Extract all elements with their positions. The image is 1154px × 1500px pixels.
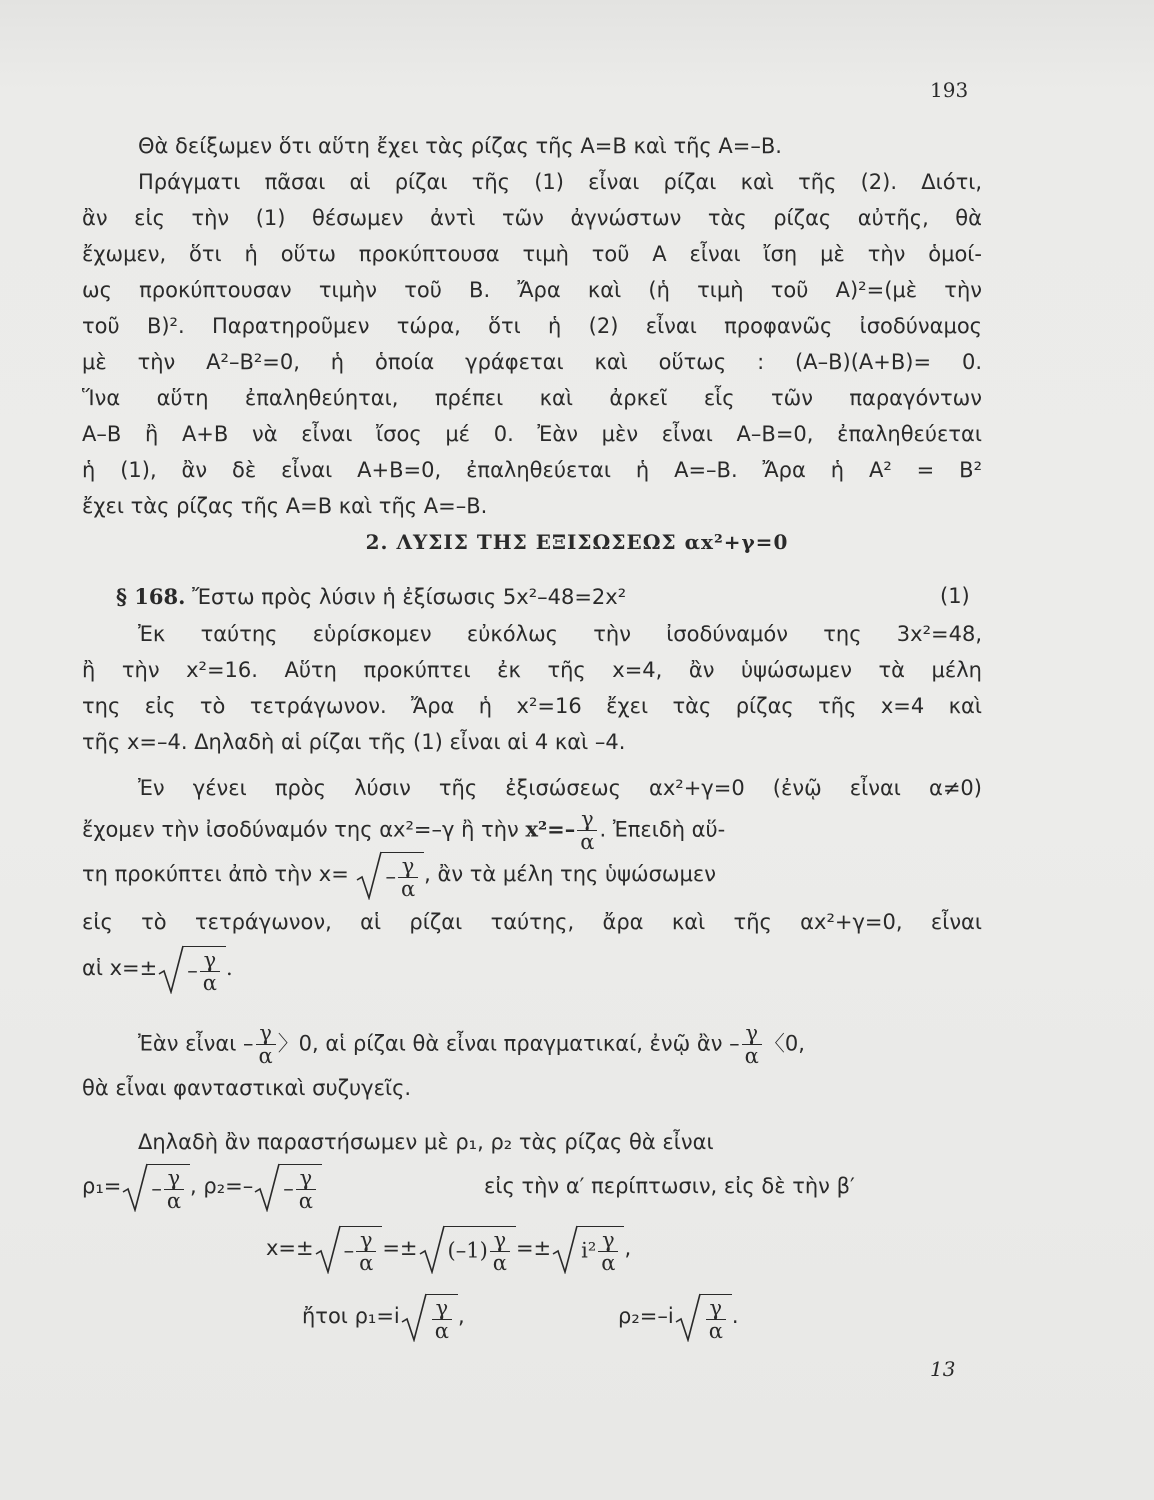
text-line: ἔχωμεν, ὅτι ἡ οὕτω προκύπτουσα τιμὴ τοῦ Α εἶναι ἴση μὲ τὴν ὁμοί- [82, 242, 982, 266]
denominator: α [744, 1044, 759, 1068]
minus-sign: – [151, 1176, 162, 1201]
radical [355, 850, 424, 900]
text-span: ἤτοι ρ₁=i [302, 1304, 400, 1328]
radical [418, 1224, 516, 1274]
radical-sign-icon [253, 1162, 281, 1212]
numerator: γ [296, 1167, 316, 1190]
numerator: γ [398, 855, 418, 878]
numerator: γ [164, 1167, 184, 1190]
radical [121, 1162, 190, 1212]
text-line: Πράγματι πᾶσαι αἱ ρίζαι τῆς (1) εἶναι ρίζαι καὶ τῆς (2). Διότι, [138, 170, 982, 194]
text-line: Ἐκ ταύτης εὑρίσκομεν εὐκόλως τὴν ἰσοδύναμόν της 3x²=48, [138, 622, 982, 646]
text-line: τοῦ Β)². Παρατηροῦμεν τώρα, ὅτι ἡ (2) εἶναι προφανῶς ἰσοδύναμος [82, 314, 982, 338]
minus-sign: – [385, 864, 396, 889]
radical-sign-icon [314, 1224, 342, 1274]
text-span: , ἂν τὰ μέλη της ὑψώσωμεν [424, 862, 716, 886]
fraction-gamma-alpha [577, 808, 597, 853]
equation-number: (1) [940, 584, 970, 608]
text-line: ἡ (1), ἂν δὲ εἶναι Α+Β=0, ἐπαληθεύεται ἡ Α=–Β. Ἄρα ἡ Α² = Β² [82, 458, 982, 482]
radical-sign-icon [674, 1292, 702, 1342]
section-mark: § 168. [116, 584, 186, 609]
text-span: x=± [266, 1236, 314, 1260]
formula-line [138, 1022, 805, 1067]
text-span: , ρ₂=– [190, 1174, 254, 1198]
formula-line [82, 850, 716, 900]
formula-line [82, 808, 725, 853]
formula-x2: x²=– [525, 816, 576, 842]
fraction-gamma-alpha [356, 1229, 376, 1274]
numerator: γ [432, 1297, 452, 1320]
radical-sign-icon [551, 1224, 579, 1274]
text-span: ρ₂=–i [618, 1304, 674, 1328]
text-line: Δηλαδὴ ἂν παραστήσωμεν μὲ ρ₁, ρ₂ τὰς ρίζας θὰ εἶναι [138, 1130, 714, 1154]
numerator: γ [256, 1022, 276, 1045]
fraction-gamma-alpha [200, 949, 220, 994]
radical-sign-icon [355, 850, 383, 900]
text-span: τη προκύπτει ἀπὸ τὴν x= [82, 862, 349, 886]
text-span: . [731, 1304, 739, 1328]
text-span: Ἐὰν εἶναι – [138, 1031, 254, 1056]
text-span: 〈0, [763, 1031, 805, 1056]
radical [400, 1292, 458, 1342]
text-span: , [457, 1304, 465, 1328]
fraction-gamma-alpha [706, 1297, 726, 1342]
text-span: Ἔστω πρὸς λύσιν ἡ ἐξίσωσις 5x²–48=2x² [192, 585, 627, 609]
text-line: Ἵνα αὕτη ἐπαληθεύηται, πρέπει καὶ ἀρκεῖ εἷς τῶν παραγόντων [82, 386, 982, 410]
radical [253, 1162, 322, 1212]
text-line: της εἰς τὸ τετράγωνον. Ἄρα ἡ x²=16 ἔχει τὰς ρίζας τῆς x=4 καὶ [82, 694, 982, 718]
formula-line [618, 1292, 739, 1342]
fraction-gamma-alpha [432, 1297, 452, 1342]
denominator: α [202, 971, 217, 995]
denominator: α [258, 1044, 273, 1068]
fraction-gamma-alpha [296, 1167, 316, 1212]
numerator: γ [706, 1297, 726, 1320]
radical [551, 1224, 624, 1274]
page-number: 193 [930, 78, 969, 102]
text-span: αἱ x=± [82, 956, 158, 980]
denominator: α [580, 830, 595, 854]
radical-sign-icon [400, 1292, 428, 1342]
formula-line [82, 1162, 322, 1212]
denominator: α [434, 1319, 449, 1343]
fraction-gamma-alpha [598, 1229, 618, 1274]
text-line: Ἐν γένει πρὸς λύσιν τῆς ἐξισώσεως αx²+γ=0 (ἐνῷ εἶναι α≠0) [138, 776, 982, 800]
text-line: Α–Β ἢ Α+Β νὰ εἶναι ἴσος μέ 0. Ἐὰν μὲν εἶναι Α–Β=0, ἐπαληθεύεται [82, 422, 982, 446]
radical-sign-icon [157, 944, 185, 994]
denominator: α [298, 1189, 313, 1213]
radical-sign-icon [121, 1162, 149, 1212]
numerator: γ [356, 1229, 376, 1252]
text-span: ἔχομεν τὴν ἰσοδύναμόν της αx²=–γ ἢ τὴν [82, 817, 519, 842]
numerator: γ [200, 949, 220, 972]
text-span: . Ἐπειδὴ αὕ- [599, 817, 726, 842]
text-line: θὰ εἶναι φανταστικαὶ συζυγεῖς. [82, 1076, 412, 1100]
numerator: γ [742, 1022, 762, 1045]
radical [314, 1224, 383, 1274]
text-line: ἂν εἰς τὴν (1) θέσωμεν ἀντὶ τῶν ἀγνώστων τὰς ρίζας αὐτῆς, θὰ [82, 206, 982, 230]
i-squared: i² [581, 1238, 597, 1263]
text-line: εἰς τὸ τετράγωνον, αἱ ρίζαι ταύτης, ἄρα καὶ τῆς αx²+γ=0, εἶναι [82, 910, 982, 934]
text-line: ἢ τὴν x²=16. Αὕτη προκύπτει ἐκ τῆς x=4, ἂν ὑψώσωμεν τὰ μέλη [82, 658, 982, 682]
numerator: γ [598, 1229, 618, 1252]
text-line: ως προκύπτουσαν τιμὴν τοῦ Β. Ἄρα καὶ (ἡ τιμὴ τοῦ Α)²=(μὲ τὴν [82, 278, 982, 302]
radical [674, 1292, 732, 1342]
text-line: Θὰ δείξωμεν ὅτι αὕτη ἔχει τὰς ρίζας τῆς Α=Β καὶ τῆς Α=–Β. [138, 134, 782, 158]
denominator: α [492, 1251, 507, 1275]
fraction-gamma-alpha [398, 855, 418, 900]
denominator: α [601, 1251, 616, 1275]
period: . [225, 956, 233, 980]
fraction-gamma-alpha [490, 1229, 510, 1274]
radical [157, 944, 226, 994]
denominator: α [359, 1251, 374, 1275]
radical-sign-icon [418, 1224, 446, 1274]
text-span: ρ₁= [82, 1174, 122, 1198]
formula-line [266, 1224, 631, 1274]
text-line: τῆς x=–4. Δηλαδὴ αἱ ρίζαι τῆς (1) εἶναι αἱ 4 καὶ –4. [82, 730, 626, 754]
minus-sign: – [283, 1176, 294, 1201]
denominator: α [400, 877, 416, 901]
section-heading: 2. ΛΥΣΙΣ ΤΗΣ ΕΞΙΣΩΣΕΩΣ αx²+γ=0 [365, 530, 789, 554]
text-line: ἔχει τὰς ρίζας τῆς Α=Β καὶ τῆς Α=–Β. [82, 494, 488, 518]
numerator: γ [577, 808, 597, 831]
text-span: εἰς τὴν α′ περίπτωσιν, εἰς δὲ τὴν β′ [484, 1174, 855, 1198]
text-span: 〉0, αἱ ρίζαι θὰ εἶναι πραγματικαί, ἐνῷ ἂν – [277, 1031, 740, 1056]
text-span: =± [515, 1236, 552, 1260]
paragraph-168-start [116, 584, 626, 609]
signature-mark: 13 [930, 1357, 956, 1381]
denominator: α [708, 1319, 723, 1343]
neg-one-factor: (–1) [447, 1238, 488, 1263]
fraction-gamma-alpha [164, 1167, 184, 1212]
formula-line [302, 1292, 465, 1342]
fraction-gamma-alpha [742, 1022, 762, 1067]
text-line: μὲ τὴν Α²–Β²=0, ἡ ὁποία γράφεται καὶ οὕτως : (Α–Β)(Α+Β)= 0. [82, 350, 982, 374]
fraction-gamma-alpha [256, 1022, 276, 1067]
minus-sign: – [343, 1238, 355, 1263]
minus-sign: – [187, 958, 198, 983]
formula-line [82, 944, 233, 994]
text-span: , [624, 1236, 632, 1260]
denominator: α [166, 1189, 182, 1213]
text-span: =± [382, 1236, 418, 1260]
numerator: γ [490, 1229, 510, 1252]
